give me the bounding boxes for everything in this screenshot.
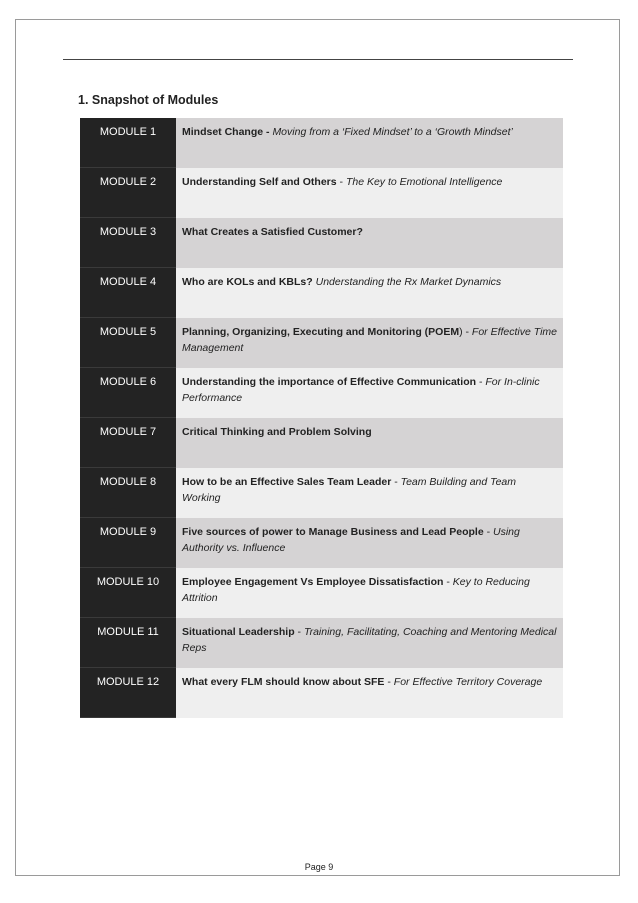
module-label: MODULE 5 bbox=[80, 318, 176, 368]
module-row bbox=[80, 368, 563, 418]
module-description bbox=[176, 518, 563, 568]
module-title: Planning, Organizing, Executing and Monitoring (POEM bbox=[182, 326, 460, 338]
module-row bbox=[80, 518, 563, 568]
module-label: MODULE 7 bbox=[80, 418, 176, 468]
module-label: MODULE 2 bbox=[80, 168, 176, 218]
module-separator: - bbox=[336, 176, 346, 188]
header-rule bbox=[63, 59, 573, 60]
module-row bbox=[80, 218, 563, 268]
module-description bbox=[176, 618, 563, 668]
module-label: MODULE 8 bbox=[80, 468, 176, 518]
module-subtitle: Team Building and Team Working bbox=[182, 476, 517, 504]
module-title: Employee Engagement Vs Employee Dissatisfaction bbox=[182, 576, 444, 588]
module-subtitle: The Key to Emotional Intelligence bbox=[345, 176, 503, 188]
module-subtitle: For Effective Territory Coverage bbox=[393, 676, 543, 688]
section-title: 1. Snapshot of Modules bbox=[78, 93, 219, 107]
module-subtitle: Key to Reducing Attrition bbox=[182, 576, 530, 604]
module-title: Mindset Change - bbox=[182, 126, 270, 138]
module-title: Who are KOLs and KBLs? bbox=[182, 276, 313, 288]
module-subtitle: Moving from a ‘Fixed Mindset’ to a ‘Growth Mindset’ bbox=[272, 126, 513, 138]
page-number: Page 9 bbox=[304, 862, 334, 872]
module-row bbox=[80, 318, 563, 368]
module-row bbox=[80, 168, 563, 218]
module-label: MODULE 1 bbox=[80, 118, 176, 168]
module-label: MODULE 3 bbox=[80, 218, 176, 268]
module-row bbox=[80, 118, 563, 168]
module-label: MODULE 10 bbox=[80, 568, 176, 618]
module-separator: - bbox=[476, 376, 486, 388]
module-description bbox=[176, 418, 563, 468]
module-separator: ) - bbox=[459, 326, 472, 338]
module-subtitle: Using Authority vs. Influence bbox=[182, 526, 520, 554]
module-description bbox=[176, 218, 563, 268]
module-row bbox=[80, 668, 563, 718]
module-description bbox=[176, 318, 563, 368]
module-title: What every FLM should know about SFE bbox=[182, 676, 385, 688]
module-label: MODULE 11 bbox=[80, 618, 176, 668]
module-description bbox=[176, 568, 563, 618]
module-separator: - bbox=[483, 526, 494, 538]
module-row bbox=[80, 468, 563, 518]
module-title: Five sources of power to Manage Business and Lead People bbox=[182, 526, 484, 538]
module-title: What Creates a Satisfied Customer? bbox=[182, 226, 363, 238]
modules-table bbox=[80, 118, 563, 718]
module-description bbox=[176, 668, 563, 718]
module-separator: - bbox=[384, 676, 394, 688]
module-label: MODULE 12 bbox=[80, 668, 176, 718]
module-title: Critical Thinking and Problem Solving bbox=[182, 426, 372, 438]
module-subtitle: Training, Facilitating, Coaching and Mentoring Medical Reps bbox=[182, 626, 557, 654]
module-label: MODULE 9 bbox=[80, 518, 176, 568]
module-separator: - bbox=[294, 626, 304, 638]
module-title: Understanding the importance of Effective Communication bbox=[182, 376, 477, 388]
module-description bbox=[176, 468, 563, 518]
module-subtitle: For Effective Time Management bbox=[182, 326, 558, 354]
module-title: Situational Leadership bbox=[182, 626, 295, 638]
module-title: How to be an Effective Sales Team Leader bbox=[182, 476, 392, 488]
module-subtitle: For In-clinic Performance bbox=[182, 376, 540, 404]
module-row bbox=[80, 268, 563, 318]
module-row bbox=[80, 418, 563, 468]
module-label: MODULE 6 bbox=[80, 368, 176, 418]
module-label: MODULE 4 bbox=[80, 268, 176, 318]
module-description bbox=[176, 118, 563, 168]
module-separator: - bbox=[391, 476, 401, 488]
module-description bbox=[176, 268, 563, 318]
module-separator: - bbox=[443, 576, 453, 588]
module-subtitle: Understanding the Rx Market Dynamics bbox=[315, 276, 502, 288]
module-row bbox=[80, 568, 563, 618]
module-title: Understanding Self and Others bbox=[182, 176, 337, 188]
module-description bbox=[176, 368, 563, 418]
module-row bbox=[80, 618, 563, 668]
module-description bbox=[176, 168, 563, 218]
